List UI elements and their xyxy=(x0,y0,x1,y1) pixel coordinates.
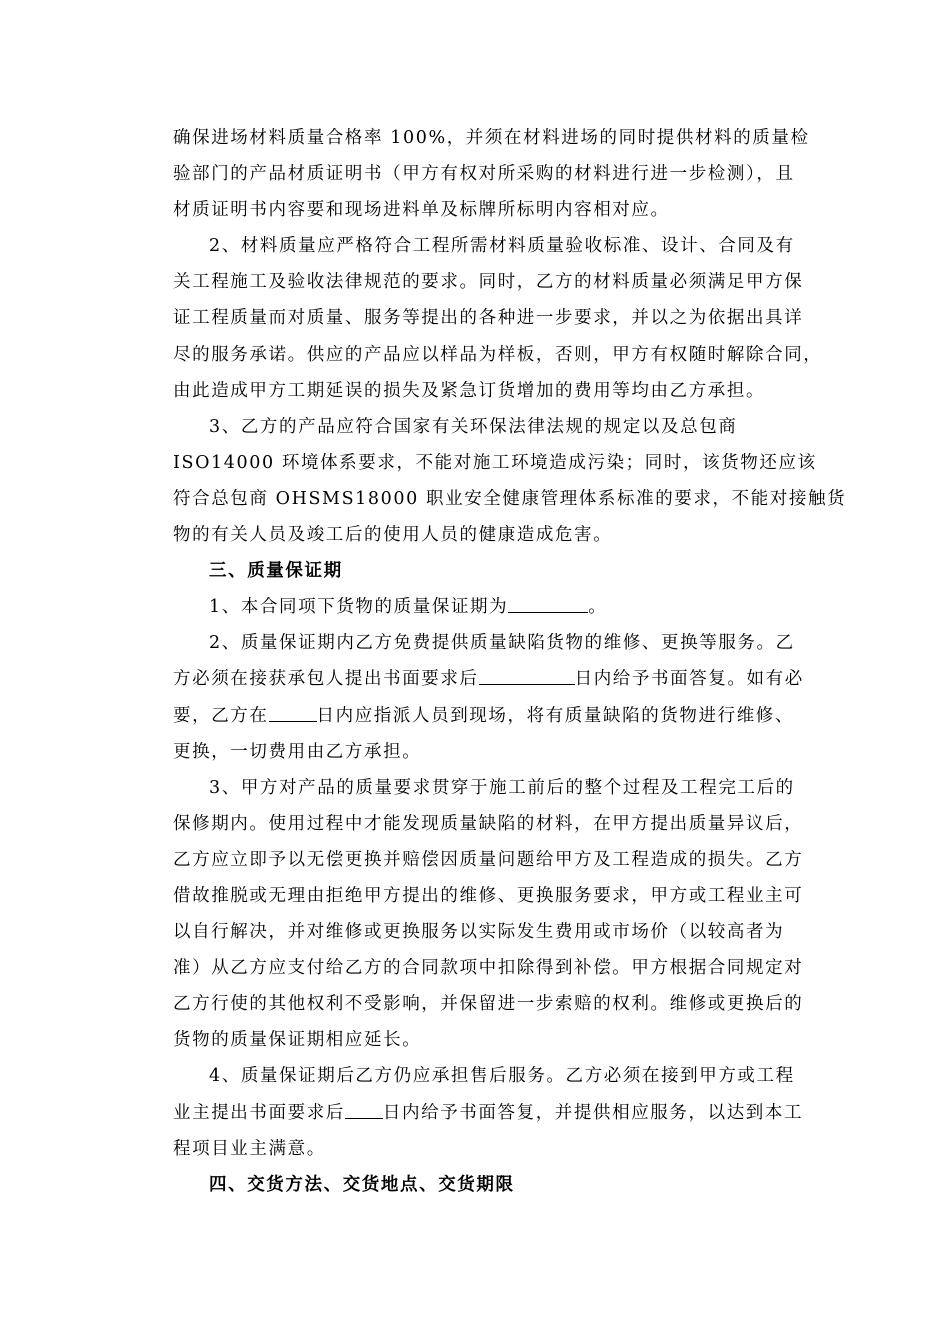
paragraph-line: 程项目业主满意。 xyxy=(173,1138,326,1159)
text-segment: 日内给予书面答复，并提供相应服务，以达到本工 xyxy=(382,1102,804,1123)
paragraph-line xyxy=(173,698,813,734)
paragraph-line: 2、质量保证期内乙方免费提供质量缺陷货物的维修、更换等服务。乙 xyxy=(209,633,795,654)
paragraph-line: 验部门的产品材质证明书（甲方有权对所采购的材料进行进一步检测），且 xyxy=(173,164,795,185)
fill-in-blank xyxy=(269,699,317,722)
paragraph-line: 由此造成甲方工期延误的损失及紧急订货增加的费用等均由乙方承担。 xyxy=(173,380,766,401)
fill-in-blank xyxy=(508,590,588,613)
fill-in-blank xyxy=(345,1096,383,1119)
paragraph-line: 符合总包商 OHSMS18000 职业安全健康管理体系标准的要求，不能对接触货 xyxy=(173,488,847,509)
section-heading: 四、交货方法、交货地点、交货期限 xyxy=(209,1174,515,1195)
paragraph-line: ISO14000 环境体系要求，不能对施工环境造成污染；同时，该货物还应该 xyxy=(173,452,817,473)
text-segment: 。 xyxy=(588,597,608,618)
paragraph-line xyxy=(173,661,813,697)
text-segment: 方必须在接获承包人提出书面要求后 xyxy=(173,669,479,690)
paragraph-line: 2、材料质量应严格符合工程所需材料质量验收标准、设计、合同及有 xyxy=(209,236,795,257)
paragraph-line: 乙方应立即予以无偿更换并赔偿因质量问题给甲方及工程造成的损失。乙方 xyxy=(173,849,804,870)
text-segment: 1、本合同项下货物的质量保证期为 xyxy=(209,597,509,618)
paragraph-line: 更换，一切费用由乙方承担。 xyxy=(173,741,422,762)
paragraph-line: 确保进场材料质量合格率 100%，并须在材料进场的同时提供材料的质量检 xyxy=(173,128,810,148)
paragraph-line: 材质证明书内容要和现场进料单及标牌所标明内容相对应。 xyxy=(173,200,670,221)
text-segment: 日内给予书面答复。如有必 xyxy=(574,669,804,690)
paragraph-line: 4、质量保证期后乙方仍应承担售后服务。乙方必须在接到甲方或工程 xyxy=(209,1066,795,1087)
text-segment: 业主提出书面要求后 xyxy=(173,1102,345,1123)
paragraph-line: 准）从乙方应支付给乙方的合同款项中扣除得到补偿。甲方根据合同规定对 xyxy=(173,958,804,979)
fill-in-blank xyxy=(479,662,575,685)
text-segment: 要，乙方在 xyxy=(173,705,269,726)
paragraph-line: 证工程质量而对质量、服务等提出的各种进一步要求，并以之为依据出具详 xyxy=(173,308,804,329)
paragraph-line: 以自行解决，并对维修或更换服务以实际发生费用或市场价（以较高者为 xyxy=(173,922,785,943)
paragraph-line: 尽的服务承诺。供应的产品应以样品为样板，否则，甲方有权随时解除合同， xyxy=(173,344,823,365)
paragraph-line: 关工程施工及验收法律规范的要求。同时，乙方的材料质量必须满足甲方保 xyxy=(173,272,804,293)
paragraph-line xyxy=(173,589,813,625)
text-segment: 日内应指派人员到现场，将有质量缺陷的货物进行维修、 xyxy=(316,705,794,726)
contract-page xyxy=(173,120,847,1203)
paragraph-line: 3、乙方的产品应符合国家有关环保法律法规的规定以及总包商 xyxy=(209,416,738,437)
paragraph-line: 3、甲方对产品的质量要求贯穿于施工前后的整个过程及工程完工后的 xyxy=(209,777,795,798)
paragraph-line: 保修期内。使用过程中才能发现质量缺陷的材料，在甲方提出质量异议后， xyxy=(173,813,804,834)
paragraph-line: 乙方行使的其他权利不受影响，并保留进一步索赔的权利。维修或更换后的 xyxy=(173,994,804,1015)
paragraph-line: 货物的质量保证期相应延长。 xyxy=(173,1030,422,1051)
paragraph-line: 借故推脱或无理由拒绝甲方提出的维修、更换服务要求，甲方或工程业主可 xyxy=(173,885,804,906)
section-heading: 三、质量保证期 xyxy=(209,561,343,582)
paragraph-line: 物的有关人员及竣工后的使用人员的健康造成危害。 xyxy=(173,525,613,546)
paragraph-line xyxy=(173,1095,813,1131)
